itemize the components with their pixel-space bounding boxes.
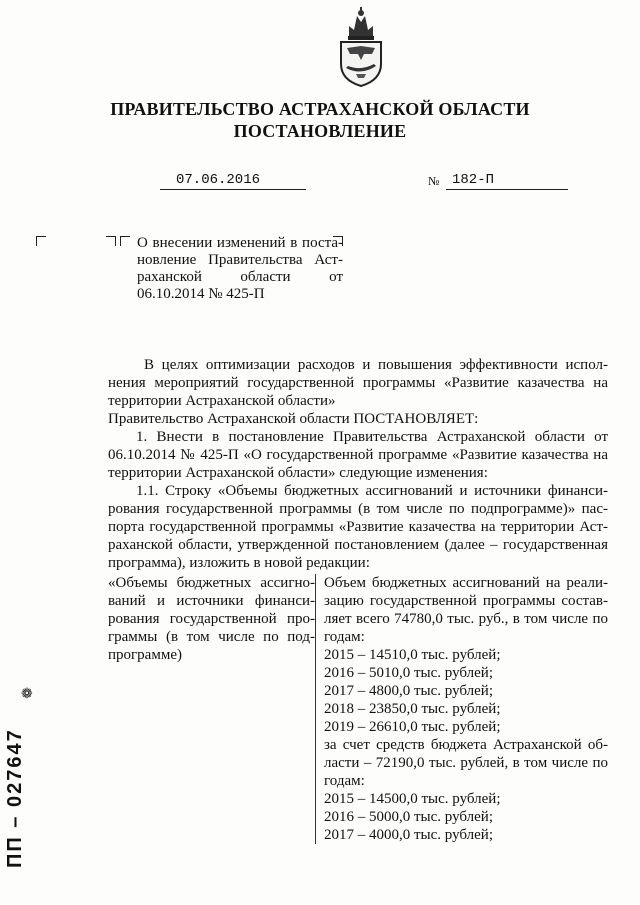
subject-line: новление Правительства Аст- xyxy=(137,252,343,268)
label-line: ваний и источники финанси- xyxy=(108,593,315,609)
government-title xyxy=(0,98,640,142)
year-line: 2015 – 14500,0 тыс. рублей; xyxy=(324,791,501,807)
government-name: ПРАВИТЕЛЬСТВО АСТРАХАНСКОЙ ОБЛАСТИ xyxy=(110,99,530,119)
year-line: 2016 – 5000,0 тыс. рублей; xyxy=(324,809,493,825)
item1-line: территории Астраханской области» следующие изменения: xyxy=(108,465,488,481)
table-value-cell xyxy=(324,574,608,844)
subject-corner-mark-right xyxy=(106,236,116,246)
subject-block xyxy=(137,235,343,303)
value-line: зацию государственной программы состав- xyxy=(324,593,608,609)
document-number: 182-П xyxy=(446,172,568,190)
item11-line: 1.1. Строку «Объемы бюджетных ассигнований и источники финанси- xyxy=(136,483,608,499)
left-margin-corner-mark xyxy=(36,236,46,246)
item11-line: программа), изложить в новой редакции: xyxy=(108,555,370,571)
table-label-cell xyxy=(108,574,316,844)
item1-line: 1. Внести в постановление Правительства Астраханской области от xyxy=(136,429,608,445)
item11-line: порта государственной программы «Развитие казачества на территории Аст- xyxy=(108,519,608,535)
label-line: программе) xyxy=(108,647,182,663)
coat-of-arms-icon xyxy=(334,6,388,88)
item11-line: раханской области, утвержденной постановлением (далее – государственная xyxy=(108,537,608,553)
value-line: годам: xyxy=(324,629,365,645)
label-line: «Объемы бюджетных ассигно- xyxy=(108,575,315,591)
document-type: ПОСТАНОВЛЕНИЕ xyxy=(233,121,407,141)
value-line: годам: xyxy=(324,773,365,789)
subject-line: О внесении изменений в поста- xyxy=(137,235,343,251)
subject-corner-mark-left xyxy=(120,236,130,246)
value-line: за счет средств бюджета Астраханской об- xyxy=(324,737,608,753)
number-label: № xyxy=(428,174,440,188)
label-line: рования государственной про- xyxy=(108,611,315,627)
asterisk-mark-icon: ❁ xyxy=(21,687,33,702)
year-line: 2015 – 14510,0 тыс. рублей; xyxy=(324,647,501,663)
year-line: 2019 – 26610,0 тыс. рублей; xyxy=(324,719,501,735)
year-line: 2017 – 4800,0 тыс. рублей; xyxy=(324,683,493,699)
intro-line: нения мероприятий государственной программы «Развитие казачества на xyxy=(108,375,608,391)
year-line: 2017 – 4000,0 тыс. рублей; xyxy=(324,827,493,843)
item11-line: рования государственной программы (в том числе по подпрограмме)» пас- xyxy=(108,501,608,517)
document-date: 07.06.2016 xyxy=(160,172,306,190)
document-body xyxy=(108,356,608,572)
intro-line: территории Астраханской области» xyxy=(108,393,336,409)
decree-line: Правительство Астраханской области ПОСТАНОВЛЯЕТ: xyxy=(108,411,479,427)
form-serial-number: ПП – 027647 xyxy=(4,728,26,868)
value-line: Объем бюджетных ассигнований на реали- xyxy=(324,575,608,591)
year-line: 2018 – 23850,0 тыс. рублей; xyxy=(324,701,501,717)
subject-line: 06.10.2014 № 425-П xyxy=(137,286,265,302)
intro-line: В целях оптимизации расходов и повышения эффективности испол- xyxy=(144,357,608,373)
value-line: ляет всего 74780,0 тыс. руб., в том числе по xyxy=(324,611,608,627)
label-line: граммы (в том числе по под- xyxy=(108,629,315,645)
item1-line: 06.10.2014 № 425-П «О государственной программе «Развитие казачества на xyxy=(108,447,608,463)
year-line: 2016 – 5010,0 тыс. рублей; xyxy=(324,665,493,681)
subject-line: раханской области от xyxy=(137,269,343,285)
value-line: ласти – 72190,0 тыс. рублей, в том числе по xyxy=(324,755,608,771)
